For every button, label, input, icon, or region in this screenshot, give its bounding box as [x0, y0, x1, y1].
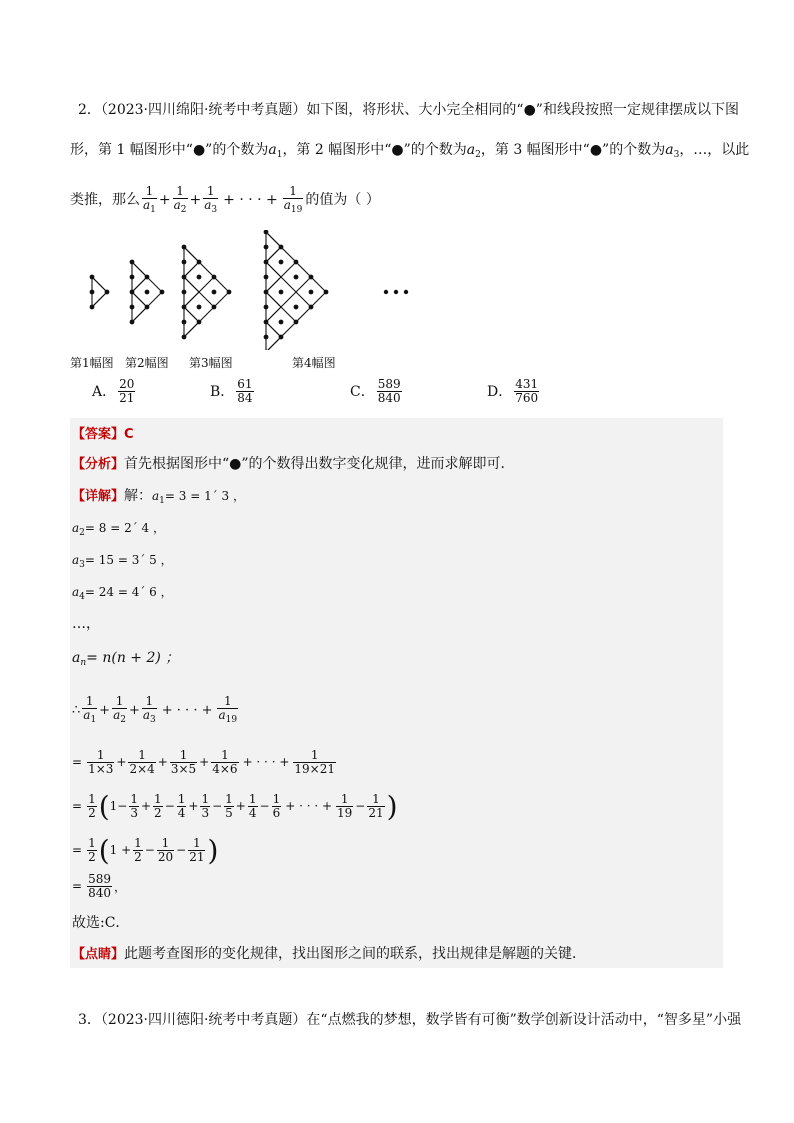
- step1-frac-2: [128, 749, 155, 775]
- answer-value: C: [124, 427, 134, 442]
- option-a-den: 21: [119, 390, 135, 405]
- figure-segment: [184, 322, 199, 337]
- caption-fig3: 第3幅图: [189, 356, 233, 370]
- step3-line: [72, 830, 218, 870]
- detail-lead: 解：: [124, 488, 153, 504]
- paren-close: ): [207, 833, 219, 867]
- caption-fig4: 第4幅图: [292, 356, 336, 370]
- a-sym: a: [204, 197, 212, 212]
- minus-sign: −: [164, 799, 175, 813]
- frac-num: 1: [206, 183, 215, 198]
- a-sym: a: [142, 707, 151, 722]
- detail-tag: 【详解】: [72, 489, 125, 504]
- step3-frac-21: [188, 837, 205, 863]
- step2-frac-2: [153, 793, 163, 819]
- therefore-line: [72, 690, 240, 730]
- figure-segment: [92, 292, 107, 307]
- a-sub: 1: [90, 714, 97, 725]
- therefore-sign: ∴: [72, 702, 81, 718]
- frac-num: 1: [223, 693, 232, 708]
- figure-dot: [145, 275, 150, 280]
- frac-den: [112, 708, 127, 725]
- pattern-figure: [70, 230, 430, 350]
- eq-a2-line: [72, 518, 165, 543]
- a3-symbol: a: [665, 142, 674, 158]
- a-sub: 2: [180, 204, 187, 215]
- option-c[interactable]: [350, 378, 404, 404]
- dots-plus: + · · · +: [285, 799, 333, 813]
- figure-segment: [184, 307, 199, 322]
- frac-num: 1: [248, 791, 257, 806]
- a1-sub: 1: [159, 496, 165, 506]
- figure-segment: [266, 247, 281, 262]
- plus-sign: +: [140, 799, 152, 813]
- frac-num: 1: [176, 183, 184, 198]
- frac-num: 1: [272, 791, 281, 806]
- figure-dot: [130, 320, 135, 325]
- figure-dot: [264, 335, 269, 340]
- minus-sign: −: [355, 799, 366, 813]
- a4-sub: 4: [79, 592, 85, 602]
- figure-dot: [212, 305, 217, 310]
- figure-dot: [264, 275, 269, 280]
- comment-text: 此题考查图形的变化规律，找出图形之间的联系，找出规律是解题的关键．: [124, 946, 587, 962]
- figure-dot: [145, 305, 150, 310]
- minus-sign: −: [176, 843, 187, 857]
- frac-den: 4: [177, 805, 186, 820]
- detail-line: [72, 486, 245, 511]
- frac-1-a19: [283, 185, 304, 215]
- frac-den: [173, 198, 188, 215]
- frac-den: 1×3: [88, 761, 114, 776]
- figure-dot: [197, 320, 202, 325]
- frac-num: 1: [289, 183, 297, 198]
- frac-num: 1: [88, 791, 96, 806]
- figure-dot: [182, 305, 187, 310]
- frac-den: 2: [88, 805, 96, 820]
- q2-line3: [70, 180, 380, 220]
- figure-dot: [182, 335, 187, 340]
- figure-dot: [197, 305, 202, 310]
- option-b-frac: [236, 378, 253, 404]
- half-frac: [87, 837, 97, 863]
- figure-segment: [184, 247, 199, 262]
- q2-line3-text-b: 的值为（ ）: [305, 192, 380, 208]
- figure-segment: [132, 262, 147, 277]
- an-symbol: a: [72, 650, 81, 666]
- eq-an-line: [72, 648, 179, 673]
- caption-fig2: 第2幅图: [125, 356, 169, 370]
- a2-sub: 2: [475, 150, 481, 160]
- figure-dot: [130, 305, 135, 310]
- dots-plus: + · · · +: [223, 192, 278, 208]
- a-sub: 19: [290, 204, 303, 215]
- one-term: 1: [109, 799, 118, 813]
- q3-line1: 3．（2023·四川德阳·统考中考真题）在“点燃我的梦想，数学皆有可衡”数学创新设计活动中，“智多星”小强: [78, 1012, 742, 1028]
- q2-line2-text-c: ，第 3 幅图形中“●”的个数为: [480, 142, 666, 158]
- figure-dot: [264, 320, 269, 325]
- ellipsis-dot: [404, 290, 408, 294]
- frac-den: [142, 708, 157, 725]
- step1-line: [72, 744, 338, 780]
- q2-line2-text-d: ，…，以此: [679, 142, 750, 158]
- figure-dot: [294, 320, 299, 325]
- a2-symbol: a: [466, 142, 476, 158]
- frac-den: 19×21: [294, 761, 335, 776]
- step2-frac-4b: [248, 793, 258, 819]
- figure-dot: [294, 260, 299, 265]
- analysis-line: [72, 454, 515, 475]
- eq-a3: = 15 = 3´ 5 ，: [84, 553, 173, 567]
- option-b-num: 61: [237, 377, 253, 391]
- frac-num: 589: [88, 871, 111, 886]
- frac-num: 1: [372, 791, 380, 806]
- option-c-num: 589: [377, 377, 401, 391]
- a-sub: 2: [120, 714, 126, 725]
- frac-num: 1: [130, 791, 138, 806]
- a3-sub: 3: [673, 150, 680, 160]
- q2-line2: [70, 140, 749, 165]
- a4-symbol: a: [72, 585, 80, 599]
- option-b-label: B．: [210, 384, 235, 401]
- frac-num: 1: [177, 791, 186, 806]
- paren-open: (: [98, 833, 110, 867]
- half-frac: [87, 793, 97, 819]
- minus-sign: −: [117, 799, 128, 813]
- figure-dot: [264, 245, 269, 250]
- figure-dot: [309, 305, 314, 310]
- figure-dot: [182, 290, 187, 295]
- frac-den: [283, 198, 304, 215]
- figure-dot: [90, 305, 95, 310]
- option-a[interactable]: [92, 378, 137, 404]
- frac-num: 1: [115, 693, 124, 708]
- figure-segment: [92, 277, 107, 292]
- comment-tag: 【点睛】: [72, 947, 125, 962]
- frac-num: 1: [145, 693, 154, 708]
- minus-sign: −: [144, 843, 155, 857]
- a2-symbol: a: [72, 521, 80, 535]
- figure-dot: [324, 290, 329, 295]
- a1-symbol: a: [152, 489, 160, 503]
- option-d-label: D．: [487, 384, 513, 401]
- option-d-frac: [514, 378, 539, 404]
- figure-dot: [212, 275, 217, 280]
- step1-frac-19: [293, 749, 336, 775]
- eq-a2: = 8 = 2´ 4 ，: [84, 521, 165, 535]
- plus-sign: +: [99, 702, 111, 718]
- frac-den: 2: [154, 805, 162, 820]
- a-sub: 1: [150, 204, 156, 215]
- eq-a1: = 3 = 1´ 3 ，: [164, 489, 245, 503]
- plus-sign: +: [128, 702, 140, 718]
- dots-plus: + · · · +: [242, 755, 290, 769]
- plus-sign: +: [188, 799, 199, 813]
- comment-line: [72, 944, 586, 965]
- frac-num: 1: [154, 791, 162, 806]
- final-comma: ，: [113, 879, 126, 894]
- eq-a4: = 24 = 4´ 6 ，: [84, 585, 173, 599]
- figure-dot: [182, 275, 187, 280]
- figure-dot: [90, 290, 95, 295]
- figure-dot: [197, 260, 202, 265]
- figure-segment: [132, 307, 147, 322]
- ellipsis-dot: [394, 290, 398, 294]
- eq-a3-line: [72, 550, 173, 575]
- step3-frac-2: [133, 837, 143, 863]
- figure-dot: [130, 290, 135, 295]
- frac-den: 6: [272, 805, 281, 820]
- eq-ellipsis-line: …，: [72, 616, 100, 632]
- ellipsis-dot: [384, 290, 388, 294]
- equals-sign: =: [72, 879, 83, 893]
- frac-num: 1: [310, 747, 319, 762]
- equals-sign: =: [72, 799, 83, 813]
- a1-sub: 1: [276, 150, 283, 160]
- frac-num: 1: [221, 747, 229, 762]
- a-sym: a: [83, 707, 91, 722]
- sum-frac-3: [142, 695, 157, 725]
- plus-sign: +: [235, 799, 246, 813]
- a-sub: 3: [150, 714, 156, 725]
- frac-num: 1: [134, 835, 142, 850]
- figure-dot: [279, 320, 284, 325]
- answer-line: [72, 424, 134, 445]
- step2-frac-5: [224, 793, 234, 819]
- step3-frac-20: [157, 837, 174, 863]
- frac-den: 21: [368, 805, 384, 820]
- frac-num: 1: [179, 747, 188, 762]
- frac-den: 2×4: [129, 761, 155, 776]
- sum-frac-1: [82, 695, 97, 725]
- paren-open: (: [98, 789, 110, 823]
- frac-1-a2: [173, 185, 188, 215]
- frac-den: 2: [134, 849, 142, 864]
- frac-1-a3: [203, 185, 218, 215]
- frac-den: 3: [130, 805, 138, 820]
- step2-frac-4: [177, 793, 187, 819]
- plus-sign: +: [158, 192, 171, 208]
- a1-symbol: a: [268, 142, 277, 158]
- paren-close: ): [386, 789, 398, 823]
- figure-segment: [266, 322, 281, 337]
- q2-line2-text-a: 形，第 1 幅图形中“●”的个数为: [70, 142, 269, 158]
- frac-den: 3×5: [170, 761, 197, 776]
- frac-num: 1: [145, 183, 154, 198]
- figure-dot: [90, 275, 95, 280]
- frac-den: [217, 708, 238, 725]
- frac-den: 4: [248, 805, 257, 820]
- option-d-num: 431: [515, 377, 539, 391]
- a-sub: 3: [211, 204, 218, 215]
- plus-sign: +: [189, 192, 202, 208]
- frac-den: 4×6: [212, 761, 238, 776]
- figure-dot: [264, 290, 269, 295]
- a-sym: a: [113, 707, 121, 722]
- option-a-num: 20: [119, 377, 135, 391]
- frac-den: 5: [225, 805, 233, 820]
- a-sym: a: [143, 197, 151, 212]
- figure-dot: [294, 305, 299, 310]
- figure-dot: [145, 290, 150, 295]
- option-a-label: A．: [92, 384, 117, 401]
- frac-den: [82, 708, 97, 725]
- figure-dot: [279, 335, 284, 340]
- step2-line: [72, 786, 398, 826]
- figure-dot: [182, 320, 187, 325]
- figure-segment: [266, 337, 281, 350]
- a2-sub: 2: [79, 528, 85, 538]
- figure-dot: [160, 290, 165, 295]
- step2-frac-19: [336, 793, 353, 819]
- figure-segment: [266, 232, 281, 247]
- frac-den: 19: [337, 805, 353, 820]
- analysis-tag: 【分析】: [72, 457, 125, 472]
- an-sub: n: [80, 658, 87, 668]
- figure-dot: [130, 260, 135, 265]
- figure-dot: [264, 260, 269, 265]
- figure-dot: [227, 290, 232, 295]
- figure-dot: [212, 290, 217, 295]
- step2-frac-21: [367, 793, 384, 819]
- q2-line2-text-b: ，第 2 幅图形中“●”的个数为: [282, 142, 467, 158]
- analysis-text: 首先根据图形中“●”的个数得出数字变化规律，进而求解即可．: [124, 456, 515, 472]
- frac-den: 20: [157, 849, 174, 864]
- dots-plus: + · · · +: [161, 702, 213, 718]
- figure-dot: [264, 305, 269, 310]
- option-d[interactable]: [487, 378, 541, 404]
- answer-tag: 【答案】: [72, 427, 125, 442]
- figure-dot: [309, 290, 314, 295]
- figure-dot: [105, 290, 110, 295]
- option-b[interactable]: [210, 378, 256, 404]
- frac-num: 1: [193, 835, 201, 850]
- caption-fig1: 第1幅图: [70, 356, 114, 370]
- frac-den: 840: [88, 885, 111, 900]
- eq-an: = n(n + 2) ；: [86, 650, 180, 666]
- frac-den: 3: [201, 805, 210, 820]
- option-c-frac: [377, 378, 402, 404]
- option-d-den: 760: [515, 390, 539, 405]
- figure-dot: [279, 245, 284, 250]
- figure-dot: [279, 290, 284, 295]
- figure-segment: [132, 292, 147, 307]
- frac-num: 1: [225, 791, 233, 806]
- plus-sign: +: [116, 755, 127, 769]
- choose-line: 故选:C．: [72, 915, 130, 931]
- frac-den: 2: [88, 849, 96, 864]
- q2-line1: 2．（2023·四川绵阳·统考中考真题）如下图，将形状、大小完全相同的“●”和线段按照一定规律摆成以下图: [78, 102, 739, 118]
- frac-den: [203, 198, 218, 215]
- frac-num: 1: [96, 747, 105, 762]
- final-frac: [87, 873, 112, 899]
- eq-a4-line: [72, 582, 173, 607]
- equals-sign: =: [72, 755, 83, 769]
- option-b-den: 84: [237, 390, 253, 405]
- frac-num: 1: [201, 791, 210, 806]
- step1-frac-4: [211, 749, 238, 775]
- option-c-den: 840: [377, 390, 401, 405]
- frac-den: 21: [189, 849, 205, 864]
- figure-dot: [130, 275, 135, 280]
- a3-symbol: a: [72, 553, 80, 567]
- step3-one-plus: 1 +: [109, 843, 132, 857]
- figure-segment: [132, 277, 147, 292]
- a-sub: 19: [225, 714, 238, 725]
- frac-num: 1: [340, 791, 349, 806]
- frac-num: 1: [88, 835, 96, 850]
- a-sym: a: [218, 707, 226, 722]
- figure-dot: [182, 245, 187, 250]
- step2-frac-3b: [200, 793, 210, 819]
- step2-frac-3: [129, 793, 139, 819]
- plus-sign: +: [157, 755, 168, 769]
- q2-line3-text-a: 类推，那么: [70, 192, 140, 208]
- frac-num: 1: [138, 747, 146, 762]
- step1-frac-3: [170, 749, 197, 775]
- figure-dot: [182, 260, 187, 265]
- sum-frac-19: [217, 695, 238, 725]
- minus-sign: −: [212, 799, 223, 813]
- final-line: [72, 868, 126, 904]
- figure-dot: [279, 260, 284, 265]
- sum-frac-2: [112, 695, 127, 725]
- figure-dot: [294, 275, 299, 280]
- a-sym: a: [173, 197, 181, 212]
- frac-num: 1: [161, 835, 170, 850]
- figure-dot: [197, 275, 202, 280]
- step2-frac-6: [272, 793, 282, 819]
- option-a-frac: [118, 378, 135, 404]
- plus-sign: +: [199, 755, 210, 769]
- a3-sub: 3: [79, 560, 85, 570]
- equals-sign: =: [72, 843, 83, 857]
- frac-den: [142, 198, 157, 215]
- a-sym: a: [283, 197, 291, 212]
- minus-sign: −: [259, 799, 270, 813]
- figure-segment: [184, 262, 199, 277]
- frac-1-a1: [142, 185, 157, 215]
- figure-dot: [309, 275, 314, 280]
- frac-num: 1: [85, 693, 94, 708]
- step1-frac-1: [87, 749, 114, 775]
- option-c-label: C．: [350, 384, 375, 401]
